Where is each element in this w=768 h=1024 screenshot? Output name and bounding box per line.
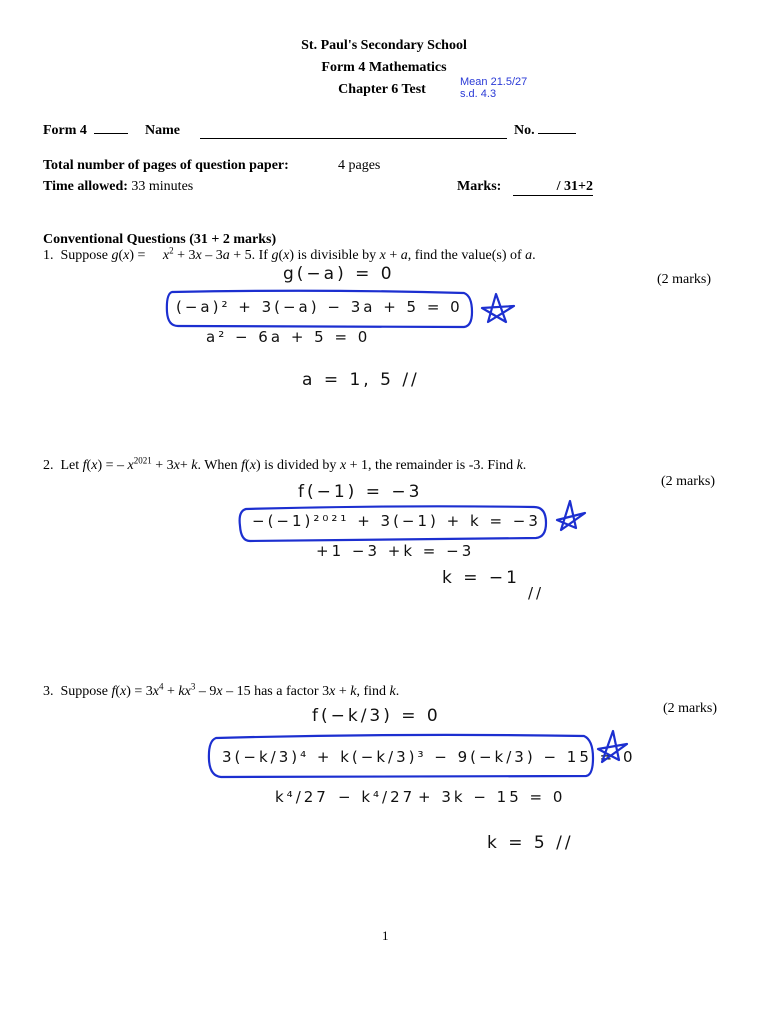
question-2-text — [43, 455, 527, 474]
section-title: Conventional Questions (31 + 2 marks) — [43, 232, 277, 247]
q1-part: + 3 — [173, 248, 196, 263]
number-field[interactable] — [538, 133, 576, 134]
q3-work-line1: f(−k/3) = 0 — [312, 706, 441, 726]
q2-var: k — [191, 458, 198, 473]
q1-part: ( — [278, 248, 284, 263]
marks-field[interactable] — [513, 179, 593, 196]
q3-var: x — [120, 684, 127, 699]
pages-label: Total number of pages of question paper: — [43, 158, 289, 173]
sd-annotation: s.d. 4.3 — [460, 88, 497, 100]
q1-part: Suppose — [60, 248, 112, 263]
q3-exponent: 3 — [190, 681, 196, 692]
q3-part: ( — [115, 684, 121, 699]
time-line — [43, 179, 193, 195]
q2-part: + — [179, 458, 192, 473]
q3-var: k — [389, 684, 396, 699]
name-label: Name — [145, 123, 180, 138]
q1-var: g — [111, 248, 119, 263]
q2-exponent: 2021 — [133, 455, 152, 466]
q1-var: x — [162, 248, 170, 263]
name-field[interactable] — [200, 138, 507, 139]
question-3-number: 3. — [43, 684, 54, 699]
q1-var: a — [222, 248, 230, 263]
q1-var: x — [379, 248, 386, 263]
q1-var: x — [195, 248, 202, 263]
q3-work-boxed: 3(−k/3)⁴ + k(−k/3)³ − 9(−k/3) − 15 = 0 — [222, 748, 636, 766]
q2-star-icon — [557, 501, 585, 530]
question-2-number: 2. — [43, 458, 54, 473]
q1-var: x — [123, 248, 130, 263]
q1-work-line1: g(−a) = 0 — [283, 264, 395, 284]
q2-var: f — [241, 458, 246, 473]
mean-annotation: Mean 21.5/27 — [460, 76, 528, 88]
q3-var: f — [111, 684, 116, 699]
q2-var: f — [82, 458, 87, 473]
number-label — [514, 123, 576, 139]
q2-var: x — [91, 458, 98, 473]
q1-var: a — [400, 248, 408, 263]
test-title: Chapter 6 Test — [338, 82, 426, 97]
q1-work-boxed: (−a)² + 3(−a) − 3a + 5 = 0 — [176, 298, 463, 316]
q3-part: . — [395, 684, 400, 699]
q2-part: ( — [86, 458, 92, 473]
q1-part: ( — [118, 248, 124, 263]
page-number: 1 — [382, 928, 389, 943]
q1-part: – 3 — [201, 248, 223, 263]
pages-value: 4 pages — [338, 158, 381, 173]
q1-var: a — [525, 248, 533, 263]
course-title: Form 4 Mathematics — [321, 60, 447, 75]
q2-var: x — [339, 458, 347, 473]
q2-part: ( — [245, 458, 250, 473]
q1-part: ) = — [129, 248, 163, 263]
q3-work-answer: k = 5 // — [487, 833, 574, 853]
q3-part: – 9 — [195, 684, 217, 699]
q3-var: x — [216, 684, 223, 699]
q1-star-icon — [482, 294, 514, 322]
form-label — [43, 123, 128, 139]
question-1-text — [43, 245, 536, 264]
form-label-text: Form 4 — [43, 123, 87, 138]
question-2-marks: (2 marks) — [661, 474, 716, 489]
q1-var: g — [271, 248, 279, 263]
q3-part: – 15 has a factor 3 — [222, 684, 330, 699]
q1-work-line3: a² − 6a + 5 = 0 — [206, 328, 371, 346]
q3-work-line3b: − k⁴/27 — [338, 788, 416, 806]
q2-work-tick: // — [528, 584, 545, 602]
time-value: 33 minutes — [131, 179, 194, 194]
q3-var: kx — [178, 684, 191, 699]
q2-work-boxed: −(−1)²⁰²¹ + 3(−1) + k = −3 — [252, 512, 541, 530]
q3-var: k — [350, 684, 357, 699]
q1-part: ) is divisible by — [289, 248, 380, 263]
q2-work-line1: f(−1) = −3 — [298, 482, 423, 502]
q3-part: + — [335, 684, 351, 699]
q1-exponent: 2 — [169, 245, 174, 256]
q2-part: + 1, the remainder is -3. Find — [346, 458, 517, 473]
q1-part: , find the value(s) of — [407, 248, 526, 263]
q3-work-line3c: + 3k − 15 = 0 — [418, 788, 566, 806]
form-class-field[interactable] — [94, 133, 128, 134]
q2-part: . When — [197, 458, 242, 473]
q2-part: . — [522, 458, 527, 473]
question-1-marks: (2 marks) — [657, 272, 712, 287]
q2-var: x — [173, 458, 180, 473]
q2-var: x — [127, 458, 134, 473]
marks-label: Marks: — [457, 179, 502, 194]
q2-var: k — [516, 458, 523, 473]
q1-part: + 5. If — [229, 248, 272, 263]
q2-work-answer: k = −1 — [442, 568, 520, 588]
question-3-text — [43, 681, 400, 700]
q3-part: Suppose — [60, 684, 112, 699]
q2-part: Let — [60, 458, 83, 473]
q2-part: + 3 — [151, 458, 174, 473]
q3-var: x — [329, 684, 336, 699]
q2-part: ) is divided by — [255, 458, 340, 473]
q2-work-line3: +1 −3 +k = −3 — [316, 542, 475, 560]
question-1-number: 1. — [43, 248, 54, 263]
number-label-text: No. — [514, 123, 535, 138]
q1-work-answer: a = 1, 5 // — [302, 370, 420, 390]
q3-exponent: 4 — [159, 681, 164, 692]
q1-part: . — [532, 248, 536, 263]
question-3-marks: (2 marks) — [663, 701, 718, 716]
q1-var: x — [283, 248, 290, 263]
q1-part: + — [385, 248, 401, 263]
q3-part: ) = 3 — [126, 684, 153, 699]
time-label: Time allowed: — [43, 179, 128, 194]
q3-part: , find — [356, 684, 390, 699]
school-name: St. Paul's Secondary School — [301, 38, 467, 53]
q3-var: x — [152, 684, 160, 699]
marks-value: / 31+2 — [556, 179, 593, 194]
q3-part: + — [163, 684, 179, 699]
q2-part: ) = – — [97, 458, 128, 473]
q2-var: x — [249, 458, 256, 473]
q3-work-line3a: k⁴/27 — [275, 788, 329, 806]
